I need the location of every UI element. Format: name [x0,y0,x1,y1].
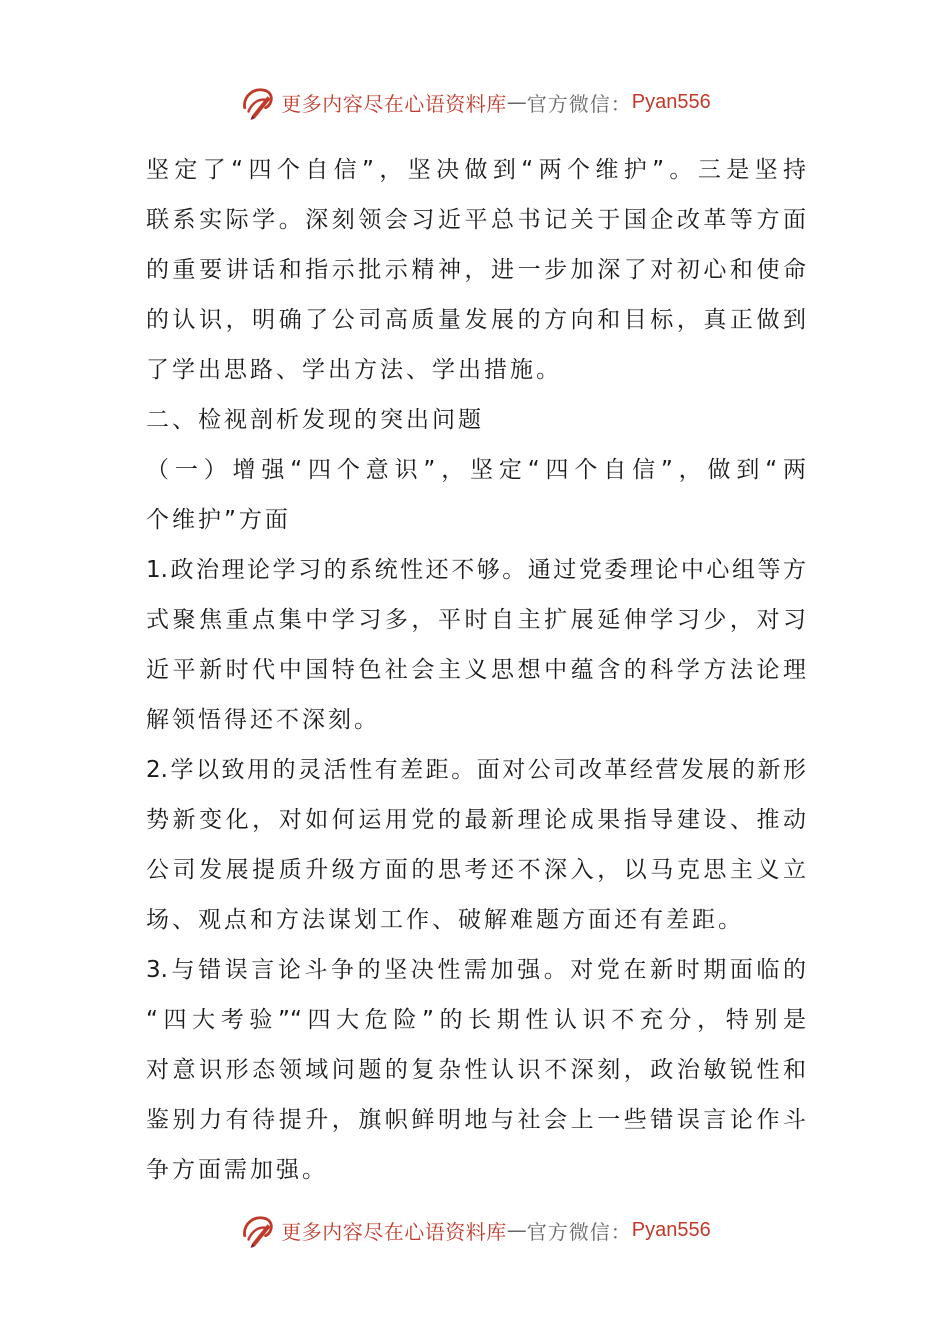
text-line: 3.与错误言论斗争的坚决性需加强。对党在新时期面临的 [146,957,806,983]
subsection-heading: （一）增强“四个意识”，坚定“四个自信”，做到“两 [146,457,806,483]
text-line: 场、观点和方法谋划工作、破解难题方面还有差距。 [146,907,744,933]
text-line: 势新变化，对如何运用党的最新理论成果指导建设、推动 [146,807,806,833]
banner-dash: — [506,1218,527,1242]
pen-swirl-icon [239,83,277,121]
text-line: 解领悟得还不深刻。 [146,707,380,733]
text-line: 公司发展提质升级方面的思考还不深入，以马克思主义立 [146,857,806,883]
text-line: 了学出思路、学出方法、学出措施。 [146,357,562,383]
text-line: 的认识，明确了公司高质量发展的方向和目标，真正做到 [146,307,806,333]
text-line: 近平新时代中国特色社会主义思想中蕴含的科学方法论理 [146,657,806,683]
text-line: 鉴别力有待提升，旗帜鲜明地与社会上一些错误言论作斗 [146,1107,806,1133]
text-line: 坚定了“四个自信”，坚决做到“两个维护”。三是坚持 [146,157,806,183]
text-line: 争方面需加强。 [146,1157,328,1183]
document-body [146,145,806,1195]
text-line: “四大考验”“四大危险”的长期性认识不充分，特别是 [146,1007,806,1033]
text-line: 1.政治理论学习的系统性还不够。通过党委理论中心组等方 [146,557,806,583]
text-line: 联系实际学。深刻领会习近平总书记关于国企改革等方面 [146,207,806,233]
text-line: 对意识形态领域问题的复杂性认识不深刻，政治敏锐性和 [146,1057,806,1083]
text-line: 的重要讲话和指示批示精神，进一步加深了对初心和使命 [146,257,806,283]
pen-swirl-icon [239,1211,277,1249]
section-heading: 二、检视剖析发现的突出问题 [146,407,484,433]
wechat-label: 官方微信： [526,1219,632,1244]
site-name-text: 更多内容尽在心语资料库 [281,91,507,116]
header-banner [0,80,950,124]
wechat-id: Pyan556 [631,1218,711,1241]
text-line: 2.学以致用的灵活性有差距。面对公司改革经营发展的新形 [146,757,806,783]
banner-dash: — [506,90,527,114]
site-name-text: 更多内容尽在心语资料库 [281,1219,507,1244]
wechat-id: Pyan556 [631,90,711,113]
footer-banner [0,1208,950,1252]
wechat-label: 官方微信： [526,91,632,116]
subsection-heading-cont: 个维护”方面 [146,507,291,533]
text-line: 式聚焦重点集中学习多，平时自主扩展延伸学习少，对习 [146,607,806,633]
